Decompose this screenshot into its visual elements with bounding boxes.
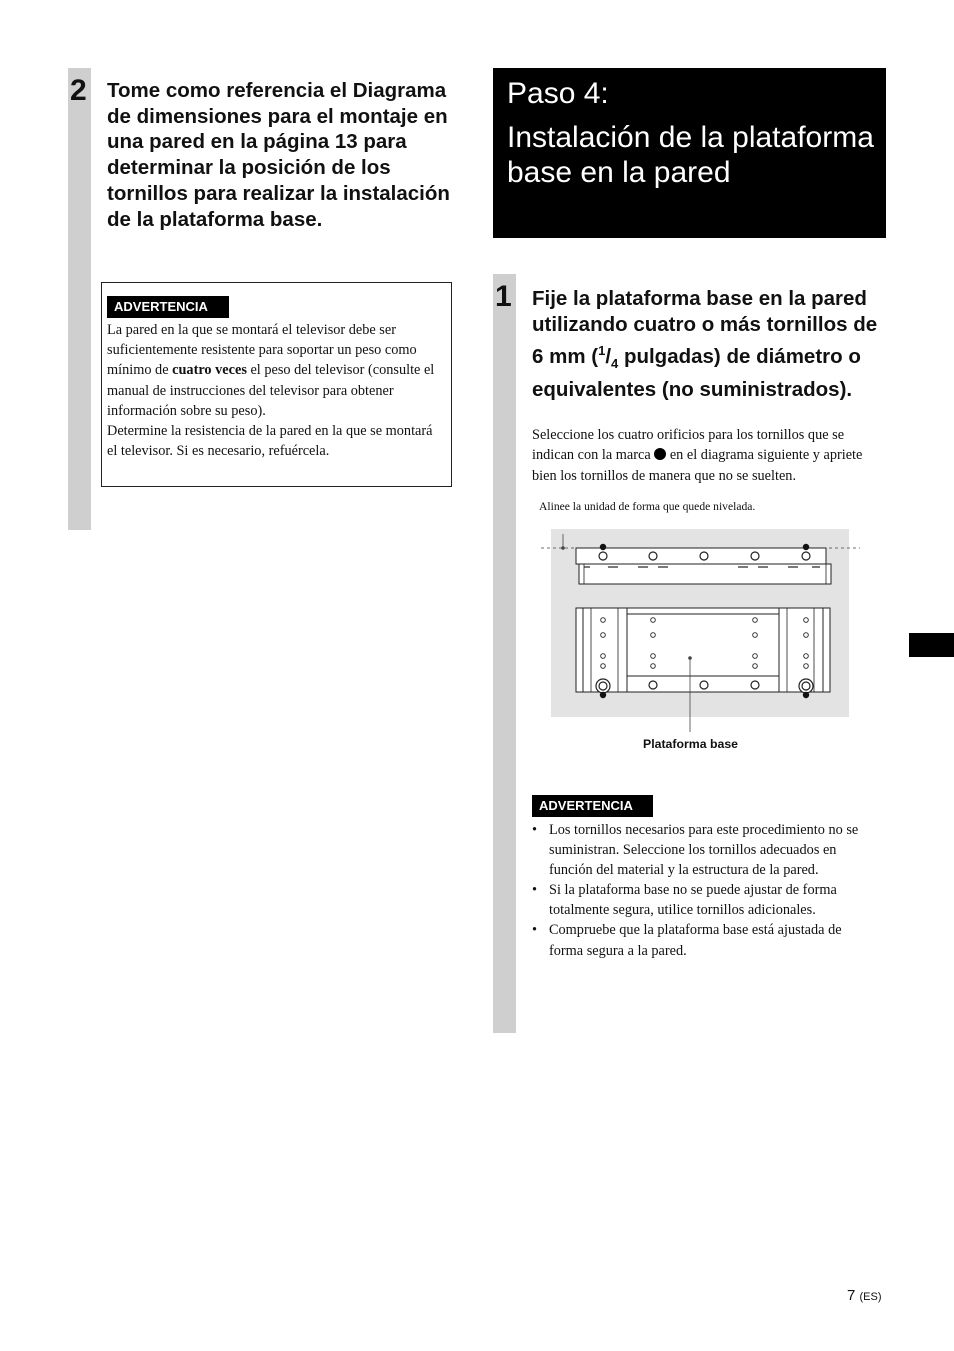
- step2-side-bar: [68, 68, 91, 530]
- mount-hole: [599, 552, 607, 560]
- step2-number: 2: [70, 74, 87, 107]
- diagram-label: Plataforma base: [643, 737, 739, 751]
- step1-heading-a: Fije la plataforma base en la pared utilizando cuatro o más tornillos de 6 mm (: [532, 287, 878, 368]
- align-caption: Alinee la unidad de forma que quede nivelada.: [539, 500, 756, 513]
- list-item: • Los tornillos necesarios para este procedimiento no se suministran. Seleccione los tornillos adecuados en función del material y la estructura de la pared.: [532, 820, 877, 880]
- page-number: [847, 1287, 882, 1304]
- page-title-step: Paso 4:: [507, 77, 609, 110]
- fraction-numerator: 1: [598, 343, 606, 358]
- warning1-text: [107, 320, 443, 461]
- screw-position-marker-icon: [803, 544, 809, 550]
- mount-hole: [751, 681, 759, 689]
- screw-position-marker-icon: [600, 692, 606, 698]
- mount-hole: [700, 681, 708, 689]
- screw-position-marker-icon: [803, 692, 809, 698]
- step1-side-bar: [493, 274, 516, 1033]
- mount-hole: [751, 552, 759, 560]
- step1-heading-b: pulgadas) de diámetro o equivalentes (no suministrados).: [532, 344, 861, 401]
- warning1-text-c: Determine la resistencia de la pared en la que se montará el televisor. Si es necesario, refuércela.: [107, 423, 433, 460]
- mount-hole: [649, 552, 657, 560]
- base-platform-diagram: [538, 520, 862, 732]
- step1-body-a: Seleccione los cuatro orificios para los tornillos que se indican con la marca: [532, 427, 845, 464]
- warning2-list: [532, 820, 877, 961]
- warning2-label: ADVERTENCIA: [532, 795, 653, 817]
- mount-hole: [649, 681, 657, 689]
- page-number-value: 7: [847, 1287, 856, 1304]
- step1-number: 1: [495, 280, 512, 313]
- warning1-text-bold: cuatro veces: [172, 362, 247, 379]
- step1-heading: [532, 286, 884, 403]
- list-item: • Si la plataforma base no se puede ajustar de forma totalmente segura, utilice tornillos adicionales.: [532, 880, 877, 920]
- fraction-separator: /: [605, 344, 612, 368]
- mount-hole: [700, 552, 708, 560]
- caption-leader-dot: [561, 546, 565, 550]
- mount-hole: [802, 552, 810, 560]
- step1-body-b: en el diagrama siguiente y apriete bien los tornillos de manera que no se suelten.: [532, 447, 863, 484]
- filled-circle-mark-icon: [654, 448, 666, 460]
- page-language: (ES): [859, 1291, 882, 1303]
- right-upright: [779, 608, 823, 692]
- step2-heading: Tome como referencia el Diagrama de dimensiones para el montaje en una pared en la página 13 para determinar la posición de los tornillos para realizar la instalación de la plataforma base.: [107, 79, 450, 231]
- warning1-text-a: La pared en la que se montará el televisor debe ser suficientemente resistente para soportar un peso como mínimo de: [107, 322, 417, 379]
- page-title: Instalación de la plataforma base en la pared: [507, 121, 874, 189]
- list-item: • Compruebe que la plataforma base está ajustada de forma segura a la pared.: [532, 920, 877, 960]
- step1-body: [532, 425, 887, 486]
- screw-position-marker-icon: [600, 544, 606, 550]
- section-tab-marker: [909, 633, 954, 657]
- fraction-denominator: 4: [611, 355, 619, 371]
- warning1-label: ADVERTENCIA: [107, 296, 229, 318]
- warning1-text-b: el peso del televisor (consulte el manual de instrucciones del televisor para obtener información sobre su peso).: [107, 362, 435, 419]
